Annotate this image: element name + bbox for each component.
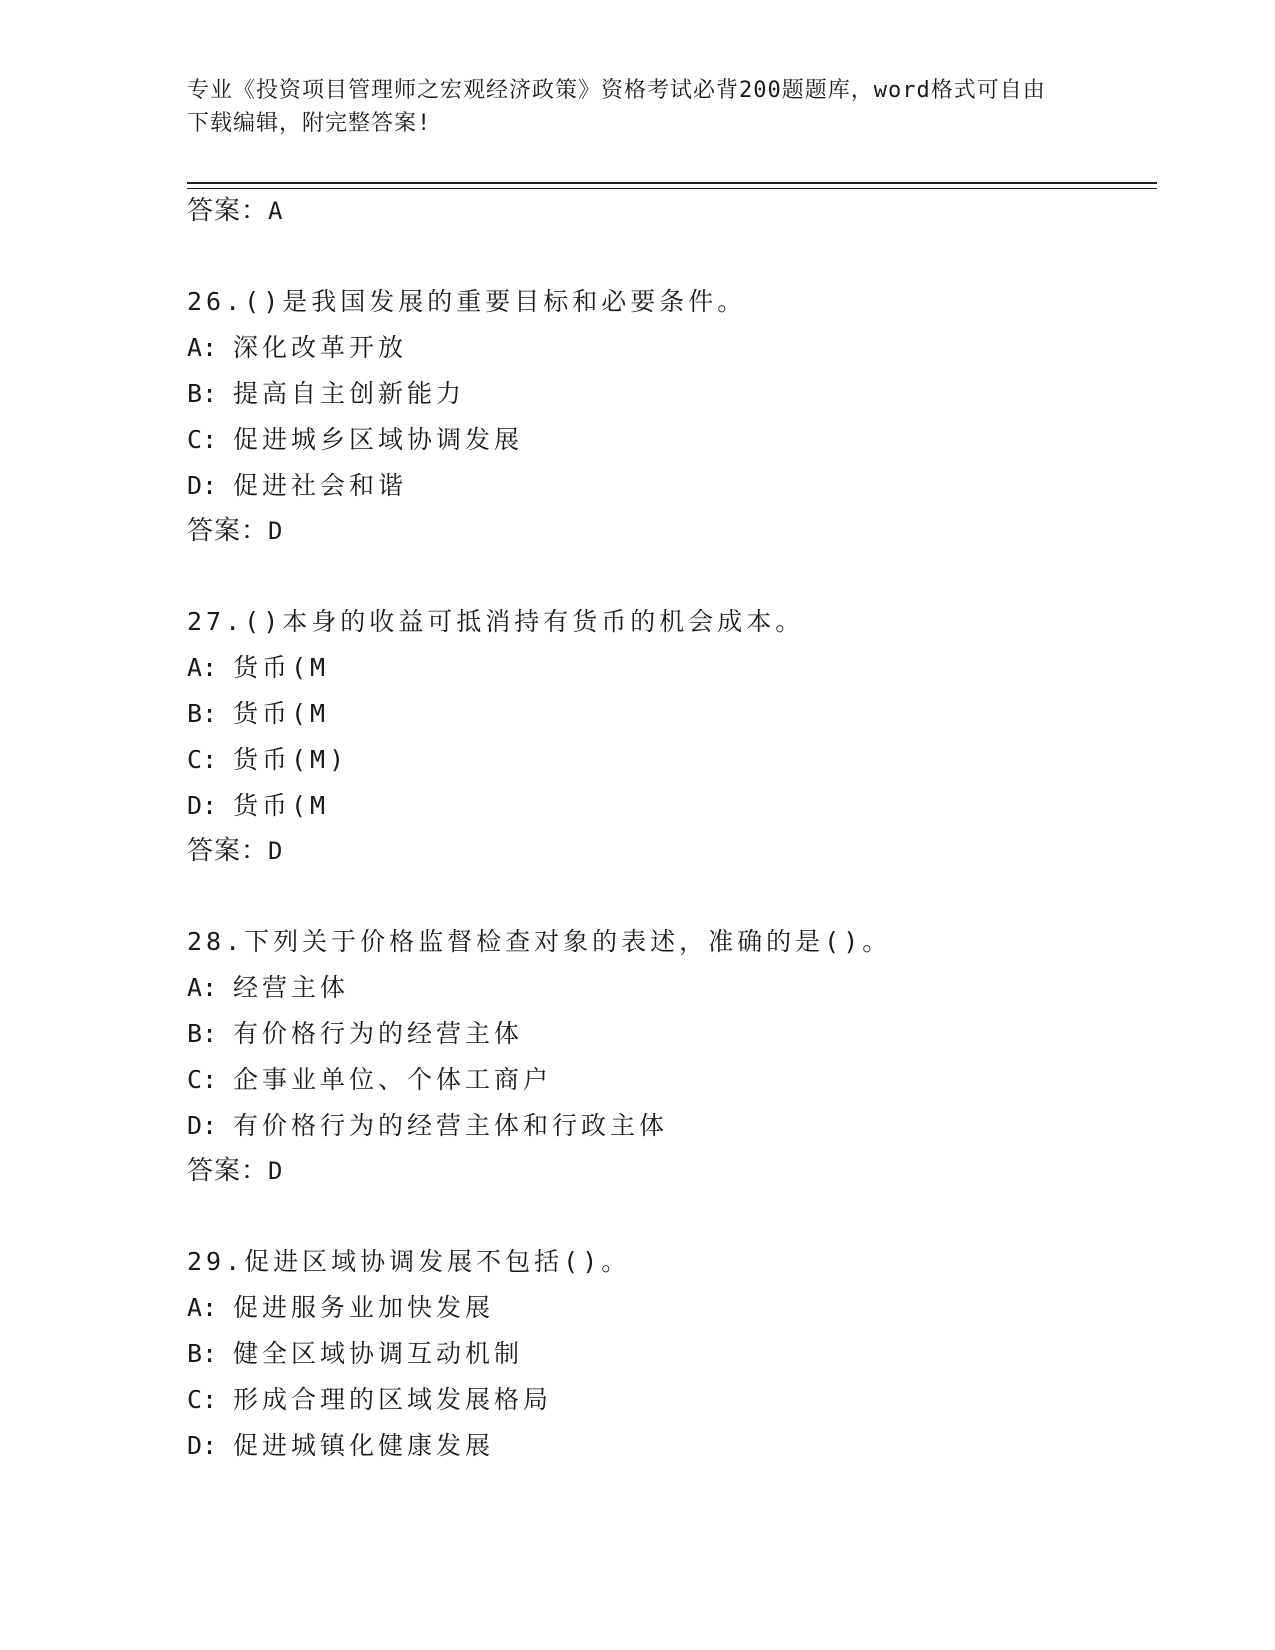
option-d — [187, 1103, 1157, 1149]
option-c — [187, 737, 1157, 783]
option-letter: B: — [187, 379, 218, 408]
answer-label: 答案： — [187, 1156, 269, 1186]
option-text: 形成合理的区域发展格局 — [233, 1385, 553, 1414]
option-letter: D: — [187, 471, 218, 500]
answer-label: 答案： — [187, 836, 269, 866]
option-text: 有价格行为的经营主体 — [233, 1019, 524, 1048]
answer-label: 答案： — [187, 516, 269, 546]
header-divider — [187, 182, 1157, 189]
option-letter: B: — [187, 1339, 218, 1368]
answer-value: A — [268, 197, 284, 225]
answer-value: D — [268, 837, 284, 865]
option-text: 提高自主创新能力 — [233, 379, 466, 408]
option-text: 货币(M — [233, 791, 330, 820]
option-letter: C: — [187, 1065, 218, 1094]
option-letter: B: — [187, 699, 218, 728]
question-block — [187, 1239, 1157, 1469]
option-c — [187, 1057, 1157, 1103]
option-letter: D: — [187, 791, 218, 820]
option-letter: B: — [187, 1019, 218, 1048]
option-a — [187, 1285, 1157, 1331]
option-letter: A: — [187, 973, 218, 1002]
option-text: 有价格行为的经营主体和行政主体 — [233, 1111, 669, 1140]
option-b — [187, 1011, 1157, 1057]
option-letter: A: — [187, 333, 218, 362]
option-text: 促进城乡区域协调发展 — [233, 425, 524, 454]
answer-line — [187, 1149, 1157, 1193]
question-stem: 26.()是我国发展的重要目标和必要条件。 — [187, 287, 747, 316]
option-text: 促进社会和谐 — [233, 471, 408, 500]
answer-value: D — [268, 517, 284, 545]
option-text: 经营主体 — [233, 973, 350, 1002]
option-c — [187, 1377, 1157, 1423]
option-a — [187, 325, 1157, 371]
option-b — [187, 371, 1157, 417]
option-text: 促进城镇化健康发展 — [233, 1431, 495, 1460]
document-header-title: 专业《投资项目管理师之宏观经济政策》资格考试必背200题题库，word格式可自由下载编辑，附完整答案! — [187, 78, 1046, 136]
option-text: 货币(M — [233, 653, 330, 682]
question-stem: 28.下列关于价格监督检查对象的表述，准确的是()。 — [187, 927, 892, 956]
question-stem: 27.()本身的收益可抵消持有货币的机会成本。 — [187, 607, 805, 636]
option-d — [187, 463, 1157, 509]
option-text: 健全区域协调互动机制 — [233, 1339, 524, 1368]
document-page — [187, 74, 1157, 1469]
option-letter: D: — [187, 1431, 218, 1460]
option-text: 企事业单位、个体工商户 — [233, 1065, 553, 1094]
answer-label: 答案： — [187, 196, 269, 226]
option-letter: A: — [187, 1293, 218, 1322]
option-letter: C: — [187, 1385, 218, 1414]
question-block — [187, 919, 1157, 1193]
option-d — [187, 1423, 1157, 1469]
answer-line — [187, 189, 1157, 233]
option-a — [187, 645, 1157, 691]
option-letter: A: — [187, 653, 218, 682]
answer-value: D — [268, 1157, 284, 1185]
option-text: 货币(M) — [233, 745, 349, 774]
option-letter: D: — [187, 1111, 218, 1140]
option-letter: C: — [187, 425, 218, 454]
option-d — [187, 783, 1157, 829]
option-a — [187, 965, 1157, 1011]
option-letter: C: — [187, 745, 218, 774]
option-text: 促进服务业加快发展 — [233, 1293, 495, 1322]
option-text: 深化改革开放 — [233, 333, 408, 362]
option-b — [187, 1331, 1157, 1377]
option-c — [187, 417, 1157, 463]
answer-line — [187, 509, 1157, 553]
answer-line — [187, 829, 1157, 873]
option-text: 货币(M — [233, 699, 330, 728]
question-stem: 29.促进区域协调发展不包括()。 — [187, 1247, 631, 1276]
question-block — [187, 599, 1157, 873]
question-block — [187, 279, 1157, 553]
option-b — [187, 691, 1157, 737]
